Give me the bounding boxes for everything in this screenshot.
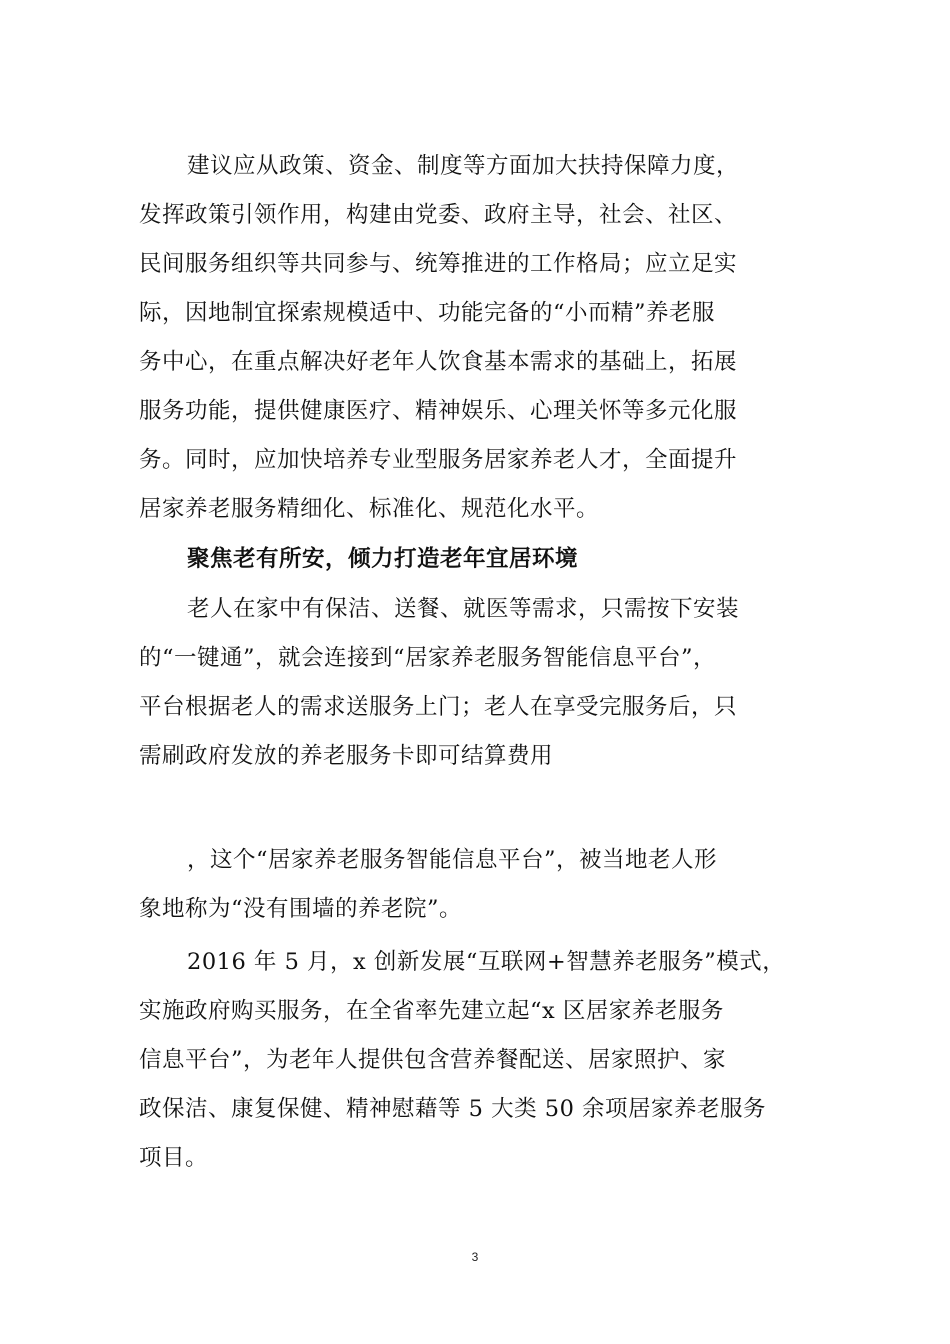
paragraph-4-line-2: 实施政府购买服务，在全省率先建立起“x 区居家养老服务 (139, 998, 724, 1024)
paragraph-2-line-3: 平台根据老人的需求送服务上门；老人在享受完服务后，只 (139, 694, 738, 720)
paragraph-4-line-1: 2016 年 5 月，x 创新发展“互联网+智慧养老服务”模式， (187, 949, 786, 975)
paragraph-1-line-7: 务。同时，应加快培养专业型服务居家养老人才，全面提升 (139, 447, 738, 473)
paragraph-4-line-3: 信息平台”，为老年人提供包含营养餐配送、居家照护、家 (139, 1047, 727, 1073)
paragraph-2-line-2: 的“一键通”，就会连接到“居家养老服务智能信息平台”， (139, 645, 717, 671)
paragraph-3-line-1: ，这个“居家养老服务智能信息平台”，被当地老人形 (187, 847, 718, 873)
paragraph-2-line-1: 老人在家中有保洁、送餐、就医等需求，只需按下安装 (187, 596, 740, 622)
paragraph-1-line-2: 发挥政策引领作用，构建由党委、政府主导，社会、社区、 (139, 202, 738, 228)
page-number: 3 (471, 1250, 479, 1264)
paragraph-3-line-2: 象地称为“没有围墙的养老院”。 (139, 896, 463, 922)
paragraph-1-line-3: 民间服务组织等共同参与、统筹推进的工作格局；应立足实 (139, 251, 738, 277)
paragraph-4-line-4: 政保洁、康复保健、精神慰藉等 5 大类 50 余项居家养老服务 (139, 1096, 767, 1122)
section-heading: 聚焦老有所安，倾力打造老年宜居环境 (187, 546, 579, 572)
paragraph-1-line-1: 建议应从政策、资金、制度等方面加大扶持保障力度， (187, 153, 740, 179)
paragraph-1-line-6: 服务功能，提供健康医疗、精神娱乐、心理关怀等多元化服 (139, 398, 738, 424)
paragraph-4-line-5: 项目。 (139, 1145, 209, 1171)
paragraph-1-line-8: 居家养老服务精细化、标准化、规范化水平。 (139, 496, 600, 522)
paragraph-2-line-4: 需刷政府发放的养老服务卡即可结算费用 (139, 743, 554, 769)
paragraph-1-line-4: 际，因地制宜探索规模适中、功能完备的“小而精”养老服 (139, 300, 716, 326)
paragraph-1-line-5: 务中心，在重点解决好老年人饮食基本需求的基础上，拓展 (139, 349, 738, 375)
